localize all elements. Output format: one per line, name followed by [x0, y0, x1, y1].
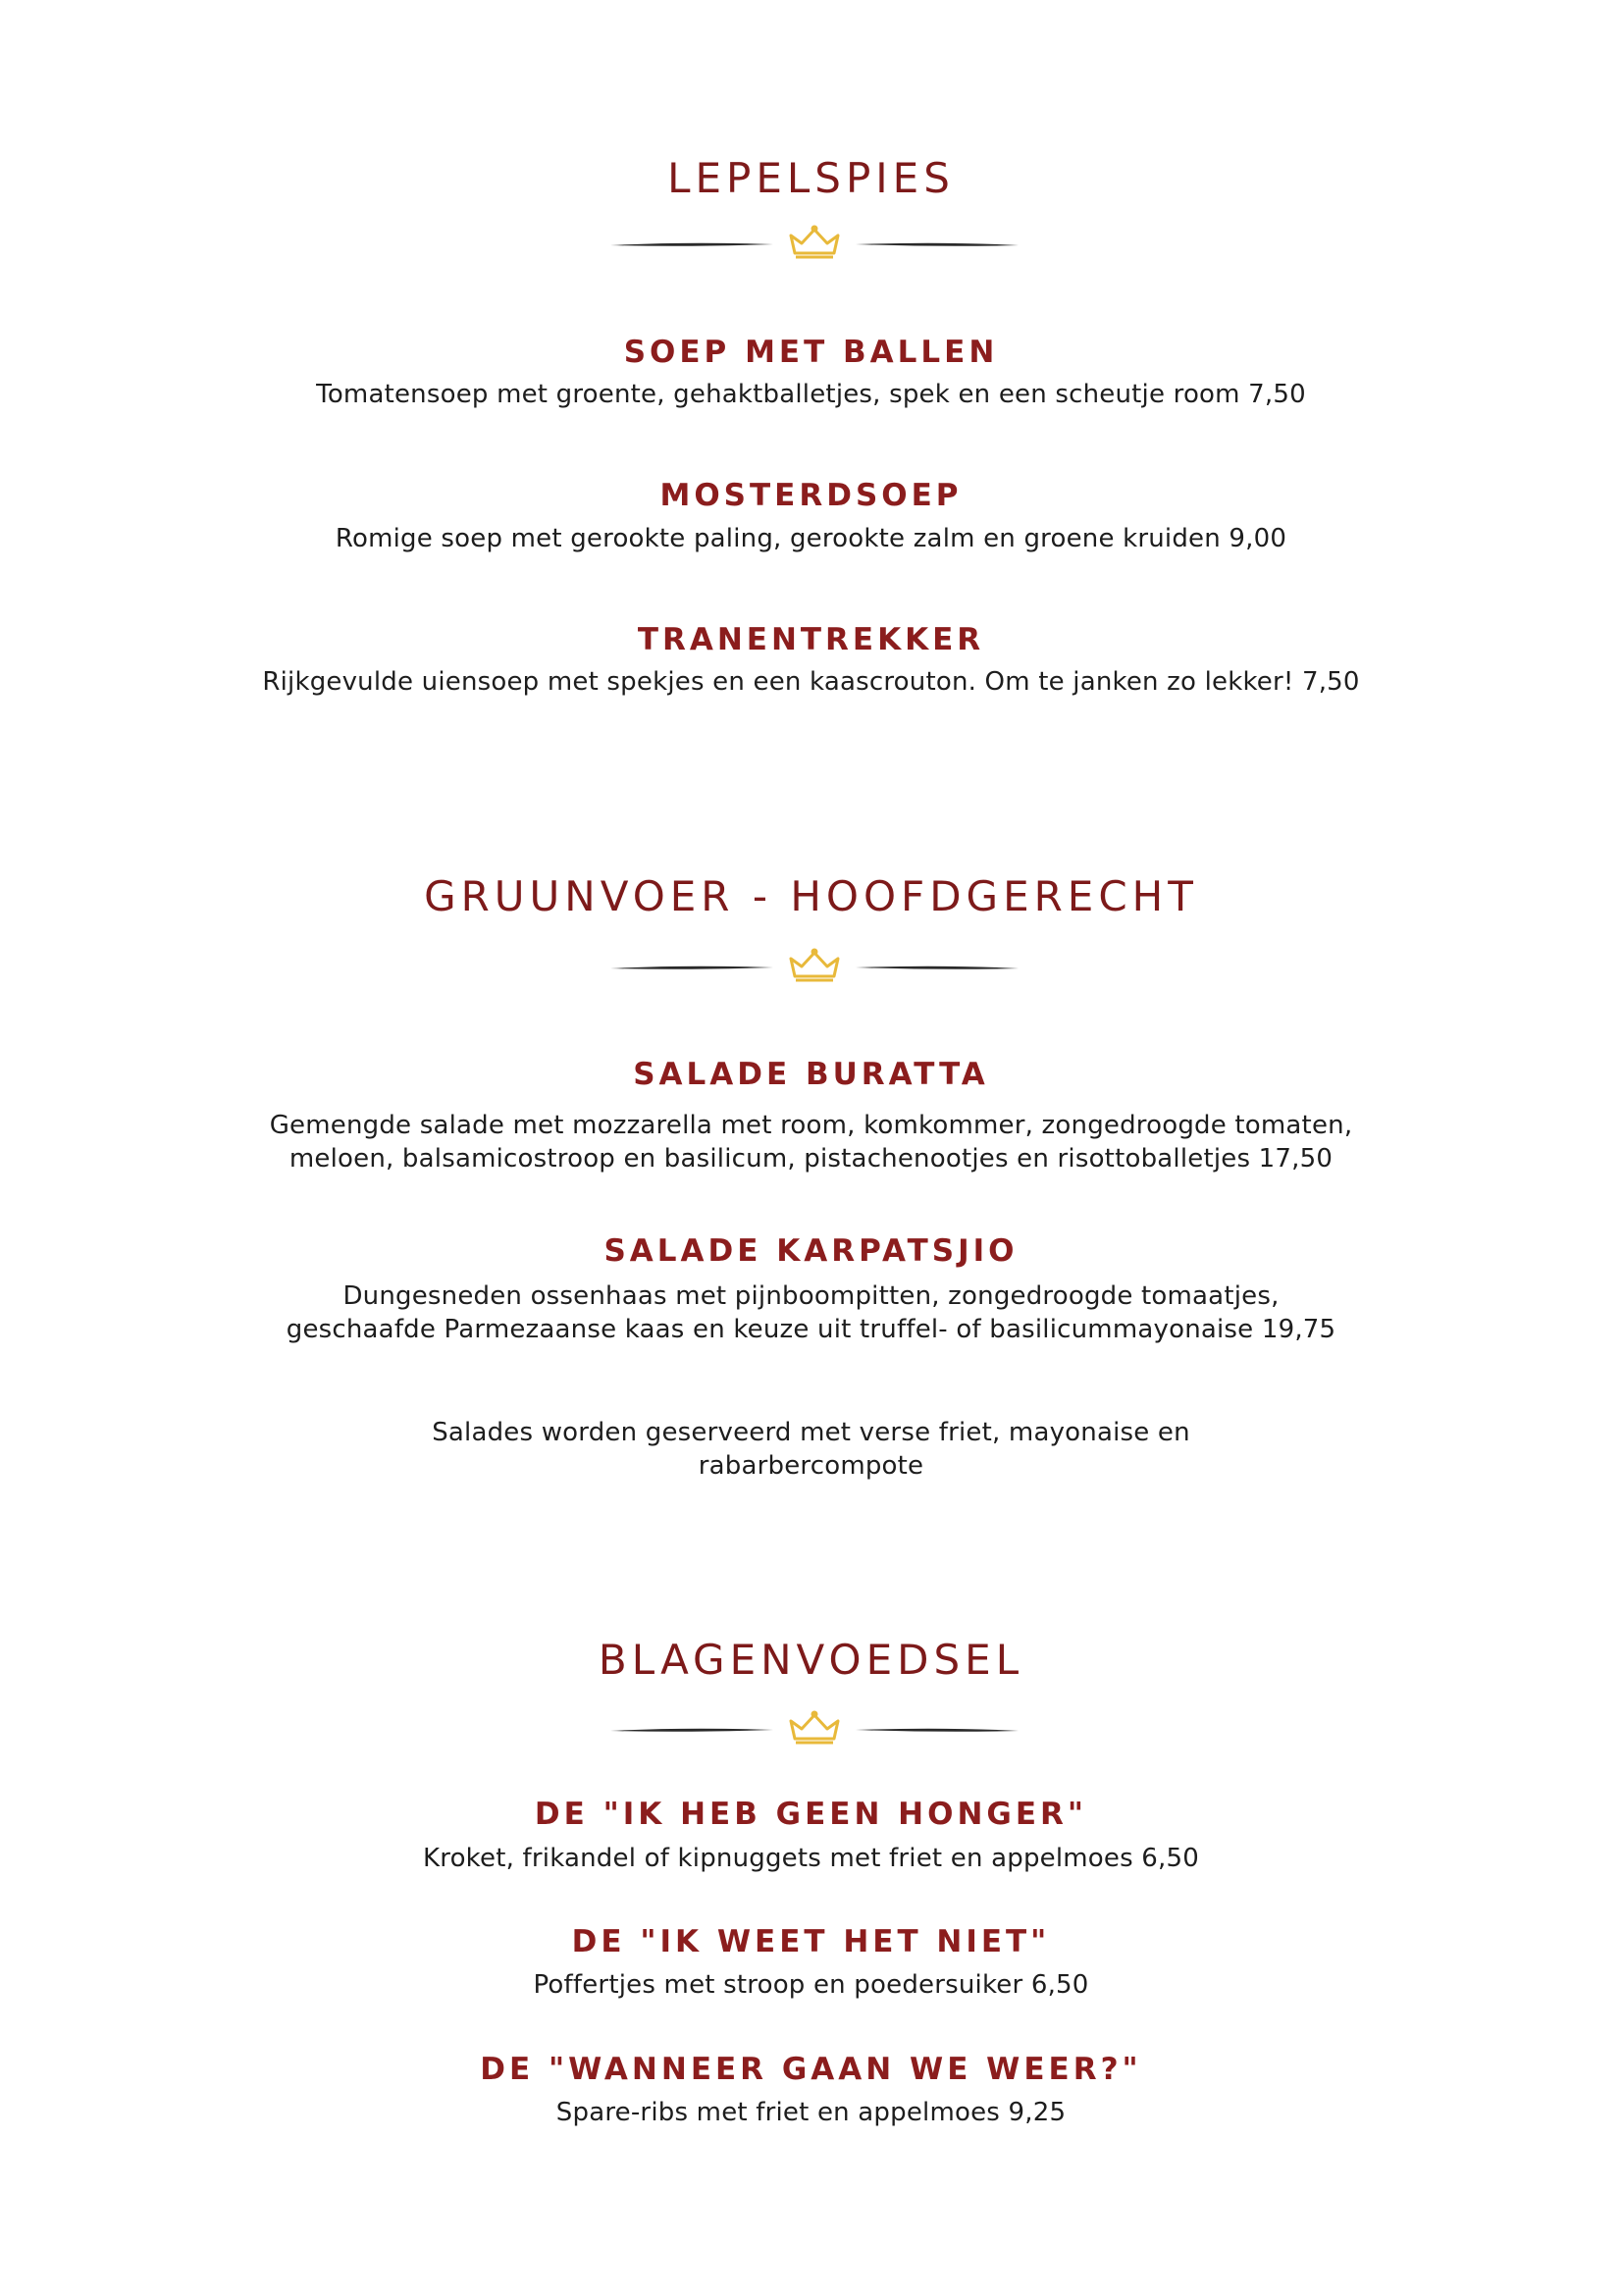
section-title-blagenvoedsel: BLAGENVOEDSEL [598, 1636, 1024, 1684]
menu-item-title-salade-karpatsjio: SALADE KARPATSJIO [603, 1233, 1019, 1269]
description-line: Gemengde salade met mozzarella met room, komkommer, zongedroogde tomaten, [269, 1111, 1353, 1140]
description-line: meloen, balsamicostroop en basilicum, pistachenootjes en risottoballetjes 17,50 [288, 1144, 1334, 1174]
section-divider-3 [608, 1709, 1020, 1748]
menu-item-description [0, 1842, 1622, 1875]
description-line: Spare-ribs met friet en appelmoes 9,25 [555, 2098, 1067, 2127]
description-line: Rijkgevulde uiensoep met spekjes en een kaascrouton. Om te janken zo lekker! 7,50 [262, 667, 1360, 697]
description-line: Kroket, frikandel of kipnuggets met friet en appelmoes 6,50 [423, 1844, 1199, 1873]
menu-item-title-salade-buratta: SALADE BURATTA [633, 1057, 989, 1092]
description-line: Romige soep met gerookte paling, gerookte zalm en groene kruiden 9,00 [335, 524, 1287, 553]
menu-item-description [0, 2096, 1622, 2129]
crown-icon [791, 950, 838, 980]
section-divider-2 [608, 947, 1020, 986]
description-line: geschaafde Parmezaanse kaas en keuze uit truffel- of basilicummayonaise 19,75 [286, 1315, 1336, 1344]
section-title-lepelspies: LEPELSPIES [667, 154, 955, 202]
menu-item-title-tranentrekker: TRANENTREKKER [637, 622, 985, 657]
section-title-gruunvoer-hoofdgerecht: GRUUNVOER - HOOFDGERECHT [424, 872, 1198, 920]
note-line: Salades worden geserveerd met verse friet, mayonaise en [432, 1418, 1190, 1447]
description-line: Poffertjes met stroop en poedersuiker 6,50 [533, 1970, 1089, 2000]
menu-item-title-mosterdsoep: MOSTERDSOEP [659, 478, 963, 513]
menu-item-description [0, 378, 1622, 411]
description-line: Tomatensoep met groente, gehaktballetjes, spek en een scheutje room 7,50 [316, 380, 1306, 409]
menu-item-description [0, 522, 1622, 555]
menu-item-title-ik-weet-het-niet: DE "IK WEET HET NIET" [571, 1924, 1051, 1959]
crown-icon [791, 1712, 838, 1743]
menu-item-description [0, 665, 1622, 699]
menu-item-description [0, 1109, 1622, 1175]
section-divider-1 [608, 224, 1020, 263]
menu-item-description [0, 1968, 1622, 2002]
crown-icon [791, 227, 838, 257]
menu-item-description [0, 1279, 1622, 1346]
menu-item-title-soep-met-ballen: SOEP MET BALLEN [623, 335, 999, 370]
salads-note [0, 1416, 1622, 1483]
menu-item-title-wanneer-gaan-we-weer: DE "WANNEER GAAN WE WEER?" [480, 2052, 1142, 2087]
menu-item-title-ik-heb-geen-honger: DE "IK HEB GEEN HONGER" [534, 1797, 1088, 1832]
description-line: Dungesneden ossenhaas met pijnboompitten, zongedroogde tomaatjes, [342, 1281, 1280, 1311]
note-line: rabarbercompote [698, 1451, 924, 1481]
